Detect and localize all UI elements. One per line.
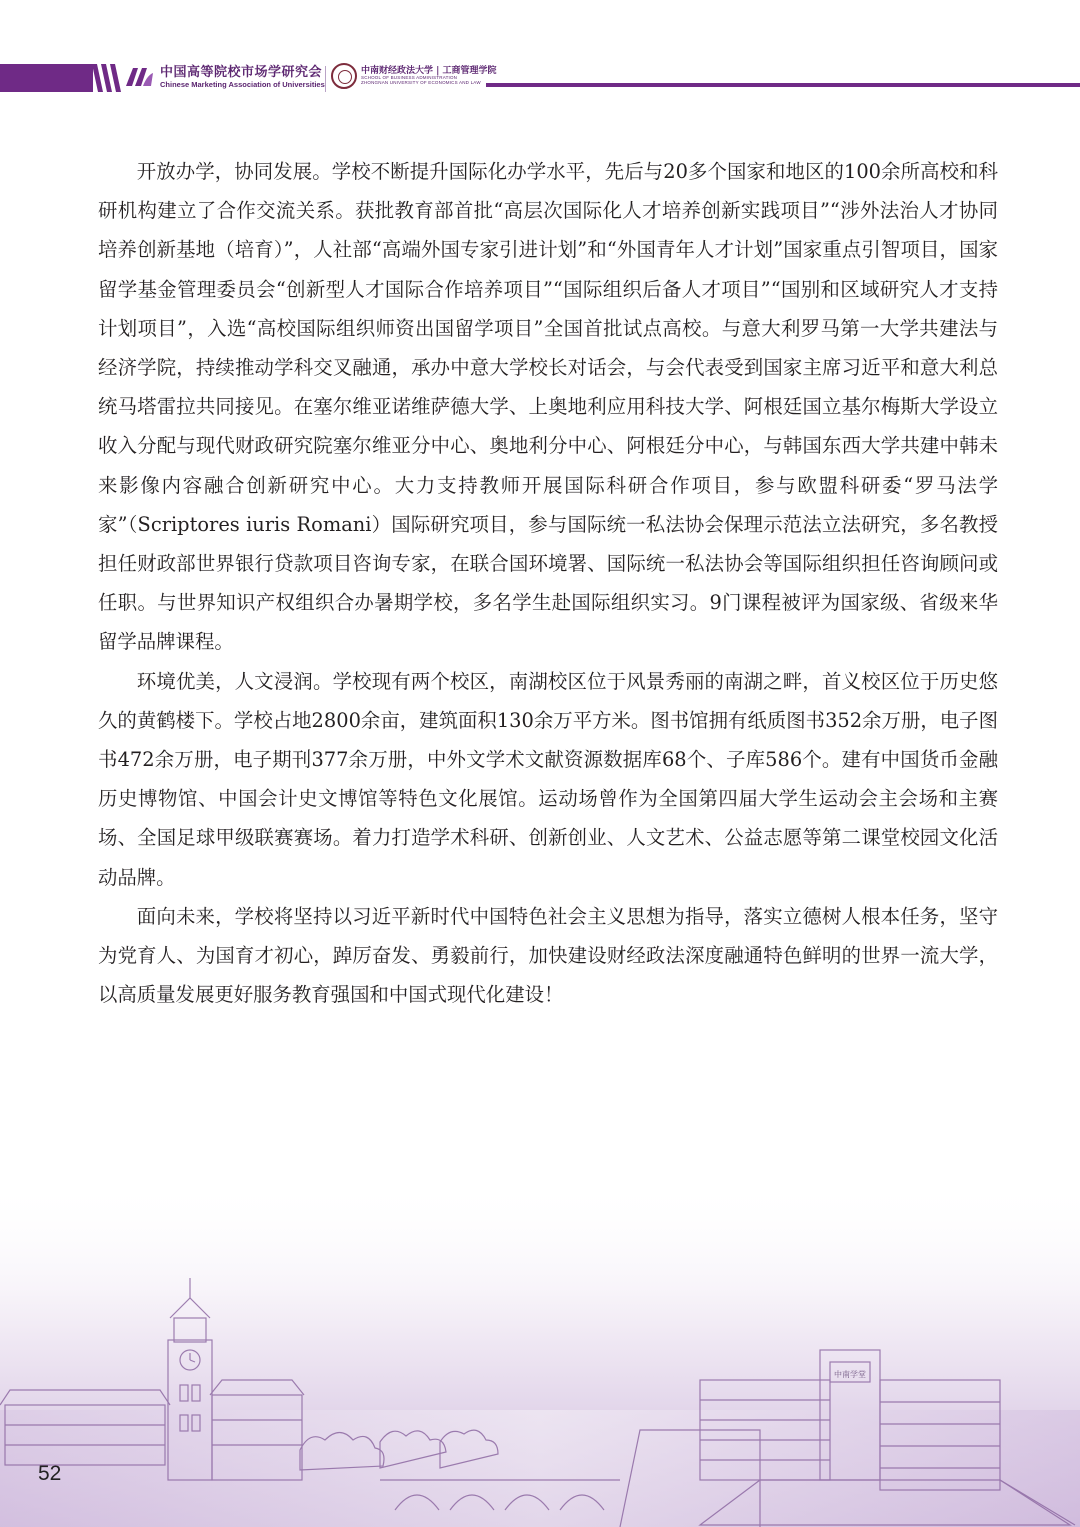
cma-logo-english: Chinese Marketing Association of Universities bbox=[160, 79, 325, 89]
paragraph-future: 面向未来，学校将坚持以习近平新时代中国特色社会主义思想为指导，落实立德树人根本任务，坚守为党育人、为国育才初心，踔厉奋发、勇毅前行，加快建设财经政法深度融通特色鲜明的世界一流大学，以高质量发展更好服务教育强国和中国式现代化建设！ bbox=[98, 904, 998, 1007]
paragraph-environment: 环境优美，人文浸润。学校现有两个校区，南湖校区位于风景秀丽的南湖之畔，首义校区位于历史悠久的黄鹤楼下。学校占地2800余亩，建筑面积130余万平方米。图书馆拥有纸质图书352余万册，电子图书472余万册，电子期刊377余万册，中外文学术文献资源数据库68个、子库586个。建有中国货币金融历史博物馆、中国会计史文博馆等特色文化展馆。运动场曾作为全国第四届大学生运动会主会场和主赛场、全国足球甲级联赛赛场。着力打造学术科研、创新创业、人文艺术、公益志愿等第二课堂校园文化活动品牌。 bbox=[98, 669, 998, 889]
paragraph-open-education: 开放办学，协同发展。学校不断提升国际化办学水平，先后与20多个国家和地区的100余所高校和科研机构建立了合作交流关系。获批教育部首批“高层次国际化人才培养创新实践项目”“涉外法治人才协同培养创新基地（培育）”，人社部“高端外国专家引进计划”和“外国青年人才计划”国家重点引智项目，国家留学基金管理委员会“创新型人才国际合作培养项目”“国际组织后备人才项目”“国别和区域研究人才支持计划项目”，入选“高校国际组织师资出国留学项目”全国首批试点高校。与意大利罗马第一大学共建法与经济学院，持续推动学科交叉融通，承办中意大学校长对话会，与会代表受到国家主席习近平和意大利总统马塔雷拉共同接见。在塞尔维亚诺维萨德大学、上奥地利应用科技大学、阿根廷国立基尔梅斯大学设立收入分配与现代财政研究院塞尔维亚分中心、奥地利分中心、阿根廷分中心，与韩国东西大学共建中韩未来影像内容融合创新研究中心。大力支持教师开展国际科研合作项目，参与欧盟科研委“罗马法学家”（Scriptores iuris Romani）国际研究项目，参与国际统一私法协会保理示范法立法研究，多名教授担任财政部世界银行贷款项目咨询专家，在联合国环境署、国际统一私法协会等国际组织担任咨询顾问或任职。与世界知识产权组织合办暑期学校，多名学生赴国际组织实习。9门课程被评为国家级、省级来华留学品牌课程。 bbox=[98, 160, 998, 654]
logo-divider bbox=[325, 66, 326, 92]
cma-logo bbox=[124, 64, 325, 90]
body-text bbox=[98, 152, 998, 1014]
page-number: 52 bbox=[38, 1462, 62, 1485]
campus-illustration bbox=[0, 1180, 1080, 1527]
university-logo bbox=[331, 63, 497, 89]
header-color-bar bbox=[0, 64, 93, 92]
header-rule bbox=[486, 83, 1080, 87]
university-logo-english-1: SCHOOL OF BUSINESS ADMINISTRATION bbox=[361, 75, 458, 80]
university-seal-icon bbox=[331, 63, 357, 89]
page-header bbox=[0, 60, 1080, 100]
university-logo-english-2: ZHONGNAN UNIVERSITY OF ECONOMICS AND LAW bbox=[361, 79, 481, 85]
building-sign: 中南学堂 bbox=[834, 1370, 866, 1379]
cma-logo-mark bbox=[124, 64, 154, 90]
university-logo-chinese: 中南财经政法大学 | 工商管理学院 bbox=[361, 65, 497, 76]
header-slash-decoration bbox=[92, 60, 128, 96]
cma-logo-chinese: 中国高等院校市场学研究会 bbox=[160, 64, 323, 80]
